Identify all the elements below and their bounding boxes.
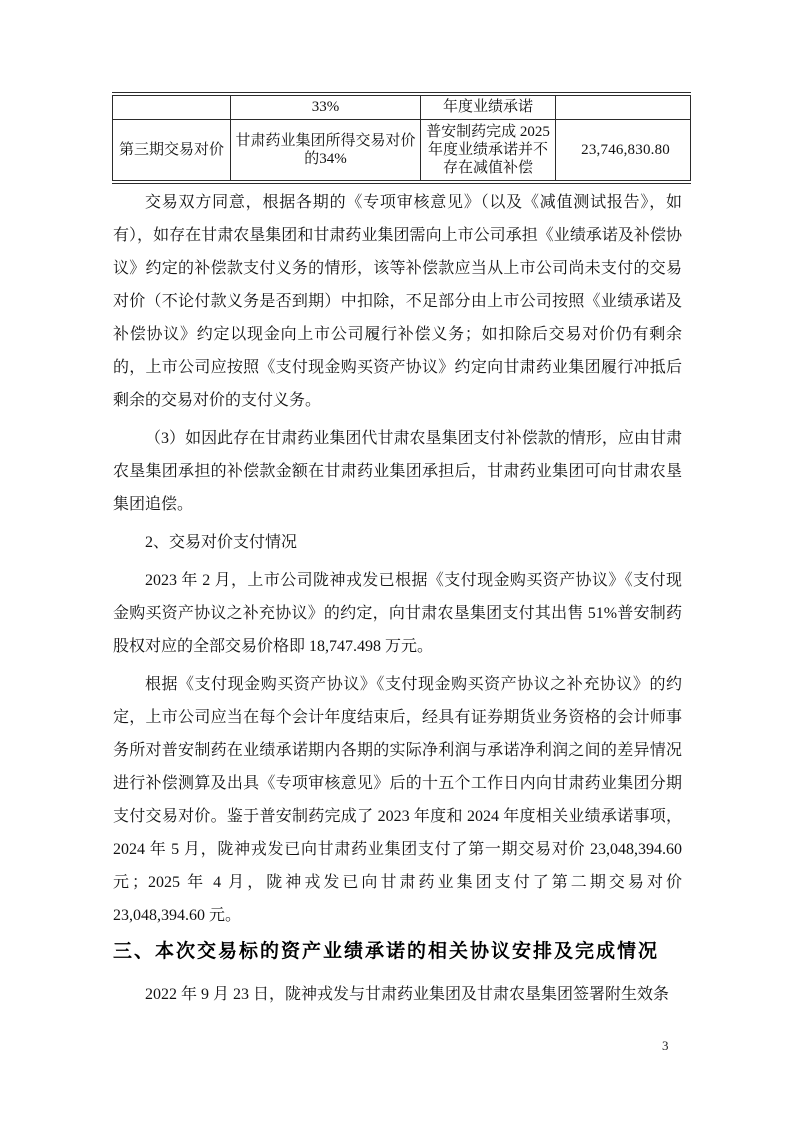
paragraph-2023-payment: 2023 年 2 月，上市公司陇神戎发已根据《支付现金购买资产协议》《支付现金购买资产协议之补充协议》的约定，向甘肃农垦集团支付其出售 51%普安制药股权对应的全部交易价格即 18,747.498 万元。	[113, 572, 682, 655]
section-heading-three: 三、本次交易标的资产业绩承诺的相关协议安排及完成情况	[113, 941, 660, 962]
paragraph-agreement-signing: 2022 年 9 月 23 日，陇神戎发与甘肃药业集团及甘肃农垦集团签署附生效条	[145, 986, 670, 1003]
paragraph-recourse-clause: （3）如因此存在甘肃药业集团代甘肃农垦集团支付补偿款的情形，应由甘肃农垦集团承担的补偿款金额在甘肃药业集团承担后，甘肃药业集团可向甘肃农垦集团追偿。	[113, 430, 682, 513]
table-cell-amount: 23,746,830.80	[556, 120, 691, 183]
table-row-continued	[113, 94, 691, 120]
table-cell	[556, 94, 691, 120]
table-row-third-installment	[113, 120, 691, 183]
table-cell: 第三期交易对价	[113, 120, 231, 183]
page-number: 3	[662, 1038, 669, 1053]
table-cell: 33%	[231, 94, 421, 120]
table-cell	[113, 94, 231, 120]
table-cell: 普安制药完成 2025年度业绩承诺并不存在减值补偿	[421, 120, 556, 183]
performance-commitment-table	[112, 92, 691, 184]
table-cell: 年度业绩承诺	[421, 94, 556, 120]
table-cell: 甘肃药业集团所得交易对价的34%	[231, 120, 421, 183]
subsection-heading-payment-status: 2、交易对价支付情况	[145, 534, 298, 551]
paragraph-installment-payments: 根据《支付现金购买资产协议》《支付现金购买资产协议之补充协议》的约定，上市公司应当在每个会计年度结束后，经具有证券期货业务资格的会计师事务所对普安制药在业绩承诺期内各期的实际净利润与承诺净利润之间的差异情况进行补偿测算及出具《专项审核意见》后的十五个工作日内向甘肃药业集团分期支付交易对价。鉴于普安制药完成了 2023 年度和 2024 年度相关业绩承诺事项，2024 年 5 月，陇神戎发已向甘肃药业集团支付了第一期交易对价 23,048,394.60 元；2025 年 4 月，陇神戎发已向甘肃药业集团支付了第二期交易对价 23,048,394.60 元。	[113, 676, 682, 924]
paragraph-compensation-deduction: 交易双方同意，根据各期的《专项审核意见》（以及《减值测试报告》，如有），如存在甘肃农垦集团和甘肃药业集团需向上市公司承担《业绩承诺及补偿协议》约定的补偿款支付义务的情形，该等补偿款应当从上市公司尚未支付的交易对价（不论付款义务是否到期）中扣除，不足部分由上市公司按照《业绩承诺及补偿协议》约定以现金向上市公司履行补偿义务；如扣除后交易对价仍有剩余的，上市公司应按照《支付现金购买资产协议》约定向甘肃药业集团履行冲抵后剩余的交易对价的支付义务。	[113, 194, 682, 409]
